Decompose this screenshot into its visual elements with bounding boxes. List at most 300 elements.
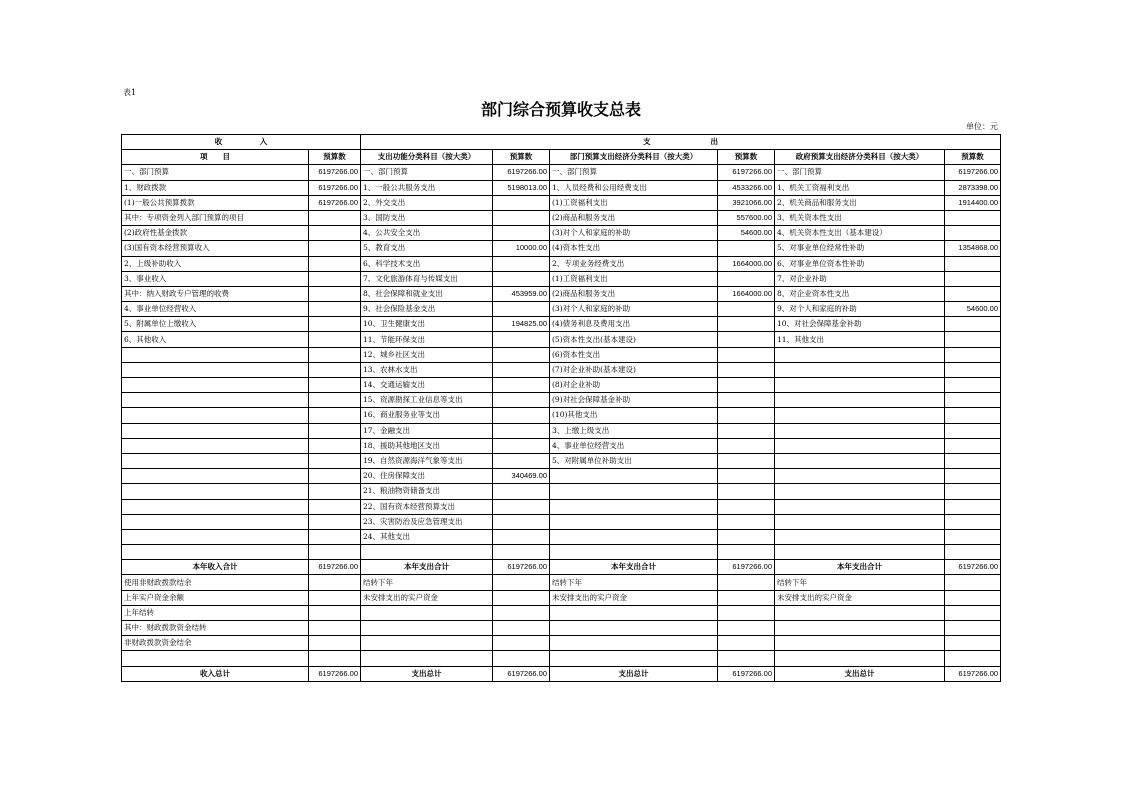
income-amount: [309, 408, 361, 423]
table-row: [122, 469, 1001, 484]
gov-economic-amount: [945, 271, 1001, 286]
dept-economic-amount: [718, 347, 775, 362]
functional-amount: [493, 621, 550, 636]
table-row: [122, 545, 1001, 560]
gov-economic-item: [775, 484, 945, 499]
gov-economic-item: 结转下年: [775, 575, 945, 590]
dept-economic-amount: [718, 514, 775, 529]
functional-item: 12、城乡社区支出: [361, 347, 493, 362]
gov-economic-amount: 6197266.00: [945, 165, 1001, 180]
gov-economic-item: [775, 605, 945, 620]
gov-economic-item: 6、对事业单位资本性补助: [775, 256, 945, 271]
dept-economic-item: [550, 545, 718, 560]
functional-amount: [493, 499, 550, 514]
dept-economic-amount: [718, 636, 775, 651]
table-row: [122, 560, 1001, 575]
functional-amount: [493, 575, 550, 590]
income-amount: [309, 423, 361, 438]
gov-economic-item: [775, 453, 945, 468]
functional-item: 2、外交支出: [361, 195, 493, 210]
income-amount: 6197266.00: [309, 560, 361, 575]
table-row: [122, 378, 1001, 393]
table-row: [122, 514, 1001, 529]
dept-economic-amount: [718, 469, 775, 484]
dept-economic-item: 本年支出合计: [550, 560, 718, 575]
dept-economic-item: 结转下年: [550, 575, 718, 590]
functional-amount: [493, 438, 550, 453]
dept-economic-amount: [718, 621, 775, 636]
dept-economic-item: [550, 621, 718, 636]
gov-economic-amount: [945, 605, 1001, 620]
functional-amount: [493, 347, 550, 362]
dept-economic-amount: [718, 438, 775, 453]
dept-economic-item: (8)对企业补助: [550, 378, 718, 393]
functional-amount: [493, 378, 550, 393]
gov-economic-amount: [945, 453, 1001, 468]
dept-economic-item: 4、事业单位经营支出: [550, 438, 718, 453]
dept-economic-item: [550, 529, 718, 544]
functional-item: [361, 545, 493, 560]
income-item: 其中：纳入财政专户管理的收费: [122, 286, 309, 301]
income-amount: 6197266.00: [309, 165, 361, 180]
functional-item: 23、灾害防治及应急管理支出: [361, 514, 493, 529]
functional-item: [361, 636, 493, 651]
functional-amount: 10000.00: [493, 241, 550, 256]
gov-economic-item: 1、机关工资福利支出: [775, 180, 945, 195]
dept-economic-amount: [718, 499, 775, 514]
dept-economic-amount: [718, 408, 775, 423]
gov-economic-item: [775, 469, 945, 484]
functional-amount: [493, 210, 550, 225]
functional-amount: 6197266.00: [493, 560, 550, 575]
income-item: (3)国有资本经营预算收入: [122, 241, 309, 256]
table-row: [122, 180, 1001, 195]
gov-economic-item: [775, 438, 945, 453]
gov-economic-amount: [945, 347, 1001, 362]
dept-economic-amount: [718, 332, 775, 347]
income-amount: [309, 590, 361, 605]
functional-item: [361, 605, 493, 620]
functional-amount: 6197266.00: [493, 666, 550, 681]
budget-summary-table: [121, 134, 1001, 682]
dept-economic-item: (2)商品和服务支出: [550, 210, 718, 225]
gov-economic-amount: [945, 332, 1001, 347]
functional-item: 5、教育支出: [361, 241, 493, 256]
functional-item: 6、科学技术支出: [361, 256, 493, 271]
functional-amount: [493, 453, 550, 468]
income-item: 非财政拨款资金结余: [122, 636, 309, 651]
functional-amount: [493, 271, 550, 286]
functional-item: 本年支出合计: [361, 560, 493, 575]
table-row: [122, 484, 1001, 499]
dept-economic-item: 一、部门预算: [550, 165, 718, 180]
income-item: 1、财政拨款: [122, 180, 309, 195]
dept-economic-item: (1)工资福利支出: [550, 271, 718, 286]
group-header-row: [122, 135, 1001, 150]
gov-economic-amount: [945, 423, 1001, 438]
dept-economic-amount: 1664000.00: [718, 286, 775, 301]
functional-item: 结转下年: [361, 575, 493, 590]
gov-economic-amount: [945, 256, 1001, 271]
dept-economic-amount: [718, 575, 775, 590]
gov-economic-item: [775, 362, 945, 377]
income-amount: [309, 529, 361, 544]
income-amount: [309, 302, 361, 317]
budget-header: 预算数: [945, 150, 1001, 165]
income-amount: [309, 393, 361, 408]
gov-economic-item: 3、机关资本性支出: [775, 210, 945, 225]
gov-economic-amount: 54600.00: [945, 302, 1001, 317]
functional-item: 18、援助其他地区支出: [361, 438, 493, 453]
functional-amount: [493, 545, 550, 560]
dept-economic-item: (4)债务利息及费用支出: [550, 317, 718, 332]
income-item: [122, 408, 309, 423]
income-item: [122, 469, 309, 484]
income-item: 其中：财政拨款资金结转: [122, 621, 309, 636]
dept-economic-item: [550, 605, 718, 620]
functional-amount: 194825.00: [493, 317, 550, 332]
income-item: 3、事业收入: [122, 271, 309, 286]
gov-economic-item: 本年支出合计: [775, 560, 945, 575]
dept-economic-item: 支出总计: [550, 666, 718, 681]
functional-item: 10、卫生健康支出: [361, 317, 493, 332]
income-item: [122, 484, 309, 499]
gov-economic-item: 4、机关资本性支出（基本建设）: [775, 226, 945, 241]
gov-economic-item: 支出总计: [775, 666, 945, 681]
dept-economic-item: 1、人员经费和公用经费支出: [550, 180, 718, 195]
income-item: 上年实户资金余额: [122, 590, 309, 605]
table-row: [122, 317, 1001, 332]
gov-economic-amount: [945, 651, 1001, 666]
dept-economic-amount: 6197266.00: [718, 560, 775, 575]
functional-amount: [493, 195, 550, 210]
functional-item: 未安排支出的实户资金: [361, 590, 493, 605]
dept-economic-amount: [718, 241, 775, 256]
gov-economic-item: [775, 529, 945, 544]
functional-item: 22、国有资本经营预算支出: [361, 499, 493, 514]
income-item: [122, 378, 309, 393]
table-row: [122, 651, 1001, 666]
dept-economic-header: 部门预算支出经济分类科目（按大类）: [550, 150, 718, 165]
income-amount: [309, 499, 361, 514]
gov-economic-amount: [945, 408, 1001, 423]
budget-header: 预算数: [718, 150, 775, 165]
table-row: [122, 666, 1001, 681]
functional-header: 支出功能分类科目（按大类）: [361, 150, 493, 165]
dept-economic-item: (7)对企业补助(基本建设): [550, 362, 718, 377]
dept-economic-item: [550, 636, 718, 651]
gov-economic-amount: [945, 317, 1001, 332]
table-row: [122, 332, 1001, 347]
gov-economic-item: [775, 636, 945, 651]
dept-economic-item: [550, 514, 718, 529]
dept-economic-amount: [718, 271, 775, 286]
functional-item: 24、其他支出: [361, 529, 493, 544]
gov-economic-amount: 1354868.00: [945, 241, 1001, 256]
functional-item: 17、金融支出: [361, 423, 493, 438]
income-item: [122, 545, 309, 560]
income-item: 5、附属单位上缴收入: [122, 317, 309, 332]
dept-economic-amount: 4533266.00: [718, 180, 775, 195]
table-row: [122, 210, 1001, 225]
table-row: [122, 393, 1001, 408]
income-item: 一、部门预算: [122, 165, 309, 180]
gov-economic-amount: [945, 621, 1001, 636]
page-title: 部门综合预算收支总表: [480, 100, 641, 119]
functional-amount: [493, 636, 550, 651]
functional-amount: [493, 256, 550, 271]
functional-item: 7、文化旅游体育与传媒支出: [361, 271, 493, 286]
gov-economic-item: 2、机关商品和服务支出: [775, 195, 945, 210]
gov-economic-item: 11、其他支出: [775, 332, 945, 347]
income-amount: [309, 469, 361, 484]
gov-economic-amount: 1914400.00: [945, 195, 1001, 210]
income-amount: [309, 332, 361, 347]
dept-economic-amount: [718, 651, 775, 666]
gov-economic-amount: [945, 469, 1001, 484]
functional-item: 15、资源勘探工业信息等支出: [361, 393, 493, 408]
gov-economic-header: 政府预算支出经济分类科目（按大类）: [775, 150, 945, 165]
dept-economic-item: 3、上缴上级支出: [550, 423, 718, 438]
gov-economic-item: [775, 621, 945, 636]
table-row: [122, 241, 1001, 256]
income-item: [122, 393, 309, 408]
income-amount: [309, 271, 361, 286]
dept-economic-item: [550, 651, 718, 666]
table-row: [122, 621, 1001, 636]
income-amount: [309, 317, 361, 332]
gov-economic-amount: [945, 590, 1001, 605]
income-item: 本年收入合计: [122, 560, 309, 575]
table-row: [122, 590, 1001, 605]
functional-amount: [493, 226, 550, 241]
table-row: [122, 453, 1001, 468]
functional-item: 支出总计: [361, 666, 493, 681]
income-amount: [309, 286, 361, 301]
functional-item: 4、公共安全支出: [361, 226, 493, 241]
income-item: [122, 438, 309, 453]
table-row: [122, 575, 1001, 590]
table-row: [122, 499, 1001, 514]
functional-item: 19、自然资源海洋气象等支出: [361, 453, 493, 468]
income-item: (2)政府性基金拨款: [122, 226, 309, 241]
unit-label: 单位：元: [966, 122, 998, 131]
income-item: [122, 362, 309, 377]
dept-economic-item: (5)资本性支出(基本建设): [550, 332, 718, 347]
functional-item: 13、农林水支出: [361, 362, 493, 377]
income-item: 其中：专项资金列入部门预算的项目: [122, 210, 309, 225]
gov-economic-amount: [945, 529, 1001, 544]
dept-economic-item: 2、专项业务经费支出: [550, 256, 718, 271]
income-group-header: 收 入: [122, 135, 361, 150]
functional-item: 11、节能环保支出: [361, 332, 493, 347]
table-row: [122, 408, 1001, 423]
table-row: [122, 605, 1001, 620]
gov-economic-amount: [945, 499, 1001, 514]
income-amount: [309, 514, 361, 529]
income-amount: [309, 651, 361, 666]
income-amount: [309, 378, 361, 393]
gov-economic-item: 8、对企业资本性支出: [775, 286, 945, 301]
income-item: [122, 499, 309, 514]
dept-economic-amount: [718, 302, 775, 317]
income-amount: [309, 256, 361, 271]
dept-economic-amount: [718, 529, 775, 544]
functional-amount: [493, 408, 550, 423]
income-item: 使用非财政拨款结余: [122, 575, 309, 590]
dept-economic-amount: 557600.00: [718, 210, 775, 225]
gov-economic-amount: 6197266.00: [945, 560, 1001, 575]
gov-economic-amount: 2873398.00: [945, 180, 1001, 195]
table-row: [122, 529, 1001, 544]
income-amount: [309, 453, 361, 468]
dept-economic-item: (10)其他支出: [550, 408, 718, 423]
dept-economic-item: (2)商品和服务支出: [550, 286, 718, 301]
functional-amount: [493, 332, 550, 347]
functional-amount: [493, 651, 550, 666]
income-item: 收入总计: [122, 666, 309, 681]
budget-header: 预算数: [493, 150, 550, 165]
dept-economic-amount: [718, 378, 775, 393]
gov-economic-amount: [945, 210, 1001, 225]
project-header: 项 目: [122, 150, 309, 165]
dept-economic-amount: [718, 393, 775, 408]
dept-economic-amount: [718, 453, 775, 468]
table-row: [122, 256, 1001, 271]
functional-amount: [493, 393, 550, 408]
gov-economic-amount: [945, 286, 1001, 301]
table-row: [122, 286, 1001, 301]
income-amount: [309, 210, 361, 225]
gov-economic-item: [775, 423, 945, 438]
gov-economic-item: 10、对社会保障基金补助: [775, 317, 945, 332]
income-amount: 6197266.00: [309, 180, 361, 195]
dept-economic-amount: [718, 317, 775, 332]
dept-economic-amount: 3921066.00: [718, 195, 775, 210]
functional-amount: [493, 362, 550, 377]
functional-amount: [493, 529, 550, 544]
dept-economic-amount: 6197266.00: [718, 666, 775, 681]
functional-amount: 5198013.00: [493, 180, 550, 195]
income-amount: [309, 362, 361, 377]
gov-economic-item: 7、对企业补助: [775, 271, 945, 286]
functional-amount: [493, 423, 550, 438]
dept-economic-item: (9)对社会保障基金补助: [550, 393, 718, 408]
gov-economic-amount: [945, 362, 1001, 377]
gov-economic-amount: [945, 545, 1001, 560]
functional-item: 1、一般公共服务支出: [361, 180, 493, 195]
gov-economic-amount: [945, 438, 1001, 453]
dept-economic-amount: 1664000.00: [718, 256, 775, 271]
income-item: 2、上级补助收入: [122, 256, 309, 271]
dept-economic-amount: 6197266.00: [718, 165, 775, 180]
dept-economic-amount: [718, 605, 775, 620]
dept-economic-item: [550, 499, 718, 514]
functional-amount: [493, 302, 550, 317]
functional-item: 20、住房保障支出: [361, 469, 493, 484]
functional-amount: 340469.00: [493, 469, 550, 484]
income-item: 4、事业单位经营收入: [122, 302, 309, 317]
functional-amount: [493, 605, 550, 620]
functional-item: 21、粮油物资储备支出: [361, 484, 493, 499]
functional-item: 3、国防支出: [361, 210, 493, 225]
gov-economic-item: [775, 408, 945, 423]
functional-item: 16、商业服务业等支出: [361, 408, 493, 423]
income-item: [122, 423, 309, 438]
gov-economic-amount: [945, 226, 1001, 241]
dept-economic-item: (6)资本性支出: [550, 347, 718, 362]
functional-item: 8、社会保障和就业支出: [361, 286, 493, 301]
gov-economic-item: [775, 545, 945, 560]
gov-economic-amount: [945, 378, 1001, 393]
gov-economic-item: 未安排支出的实户资金: [775, 590, 945, 605]
income-item: 上年结转: [122, 605, 309, 620]
gov-economic-item: [775, 378, 945, 393]
income-amount: [309, 575, 361, 590]
income-item: (1)一般公共预算拨款: [122, 195, 309, 210]
income-item: [122, 529, 309, 544]
dept-economic-amount: [718, 423, 775, 438]
column-header-row: [122, 150, 1001, 165]
table-row: [122, 165, 1001, 180]
income-item: [122, 514, 309, 529]
budget-header: 预算数: [309, 150, 361, 165]
functional-amount: 6197266.00: [493, 165, 550, 180]
income-item: 6、其他收入: [122, 332, 309, 347]
functional-item: 14、交通运输支出: [361, 378, 493, 393]
dept-economic-item: (3)对个人和家庭的补助: [550, 302, 718, 317]
gov-economic-amount: [945, 575, 1001, 590]
gov-economic-amount: 6197266.00: [945, 666, 1001, 681]
table-row: [122, 271, 1001, 286]
income-item: [122, 453, 309, 468]
income-amount: [309, 636, 361, 651]
gov-economic-item: 一、部门预算: [775, 165, 945, 180]
dept-economic-item: 未安排支出的实户资金: [550, 590, 718, 605]
functional-item: 9、社会保险基金支出: [361, 302, 493, 317]
gov-economic-amount: [945, 484, 1001, 499]
functional-amount: [493, 484, 550, 499]
gov-economic-item: [775, 499, 945, 514]
income-amount: 6197266.00: [309, 195, 361, 210]
table-row: [122, 362, 1001, 377]
gov-economic-item: 9、对个人和家庭的补助: [775, 302, 945, 317]
table-row: [122, 226, 1001, 241]
table-row: [122, 423, 1001, 438]
table-number-label: 表1: [123, 88, 137, 97]
dept-economic-item: [550, 469, 718, 484]
table-row: [122, 195, 1001, 210]
income-item: [122, 651, 309, 666]
dept-economic-item: (3)对个人和家庭的补助: [550, 226, 718, 241]
functional-item: [361, 621, 493, 636]
income-amount: [309, 347, 361, 362]
dept-economic-amount: [718, 545, 775, 560]
income-amount: [309, 226, 361, 241]
gov-economic-item: [775, 347, 945, 362]
table-row: [122, 636, 1001, 651]
expense-group-header: 支 出: [361, 135, 1001, 150]
income-amount: [309, 605, 361, 620]
dept-economic-item: (4)资本性支出: [550, 241, 718, 256]
gov-economic-item: [775, 393, 945, 408]
table-row: [122, 347, 1001, 362]
dept-economic-item: 5、对附属单位补助支出: [550, 453, 718, 468]
gov-economic-amount: [945, 393, 1001, 408]
gov-economic-amount: [945, 636, 1001, 651]
functional-amount: [493, 514, 550, 529]
income-amount: [309, 438, 361, 453]
